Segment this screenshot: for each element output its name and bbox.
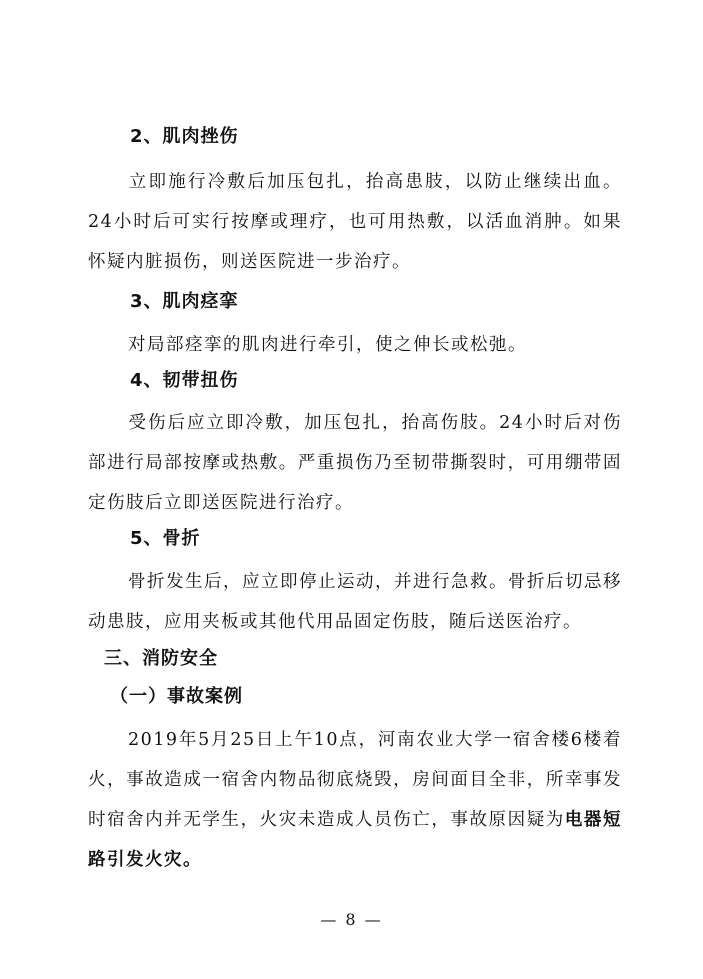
heading-ligament-sprain: 4、韧带扭伤 (130, 370, 239, 391)
paragraph-text: 2019年5月25日上午10点，河南农业大学一宿舍楼6楼着火，事故造成一宿舍内物品彻底烧毁，房间面目全非，所幸事发时宿舍内并无学生，火灾未造成人员伤亡，事故原因疑为 (88, 730, 622, 830)
paragraph-text: 对局部痉挛的肌肉进行牵引，使之伸长或松弛。 (128, 335, 527, 355)
page-number: — 8 — (320, 910, 383, 929)
heading-fire-safety: 三、消防安全 (104, 648, 218, 669)
paragraph-text: 骨折发生后，应立即停止运动，并进行急救。骨折后切忌移动患肢，应用夹板或其他代用品固定伤肢，随后送医治疗。 (88, 572, 622, 632)
paragraph-text: 立即施行冷敷后加压包扎，抬高患肢，以防止继续出血。24小时后可实行按摩或理疗，也可用热敷，以活血消肿。如果怀疑内脏损伤，则送医院进一步治疗。 (88, 172, 622, 272)
paragraph-fracture (88, 562, 622, 642)
emphasis-cause: 电器短路引发火灾。 (88, 810, 623, 870)
paragraph-text: 受伤后应立即冷敷，加压包扎，抬高伤肢。24小时后对伤部进行局部按摩或热敷。严重损伤乃至韧带撕裂时，可用绷带固定伤肢后立即送医院进行治疗。 (88, 413, 622, 513)
paragraph-ligament-sprain (88, 403, 622, 523)
paragraph-fire-accident (88, 720, 622, 880)
paragraph-muscle-contusion (88, 162, 622, 282)
paragraph-muscle-cramp (88, 325, 622, 365)
subheading-accident-case: （一）事故案例 (110, 686, 243, 707)
heading-fracture: 5、骨折 (130, 528, 201, 549)
heading-muscle-cramp: 3、肌肉痉挛 (130, 291, 239, 312)
heading-muscle-contusion: 2、肌肉挫伤 (130, 126, 239, 147)
